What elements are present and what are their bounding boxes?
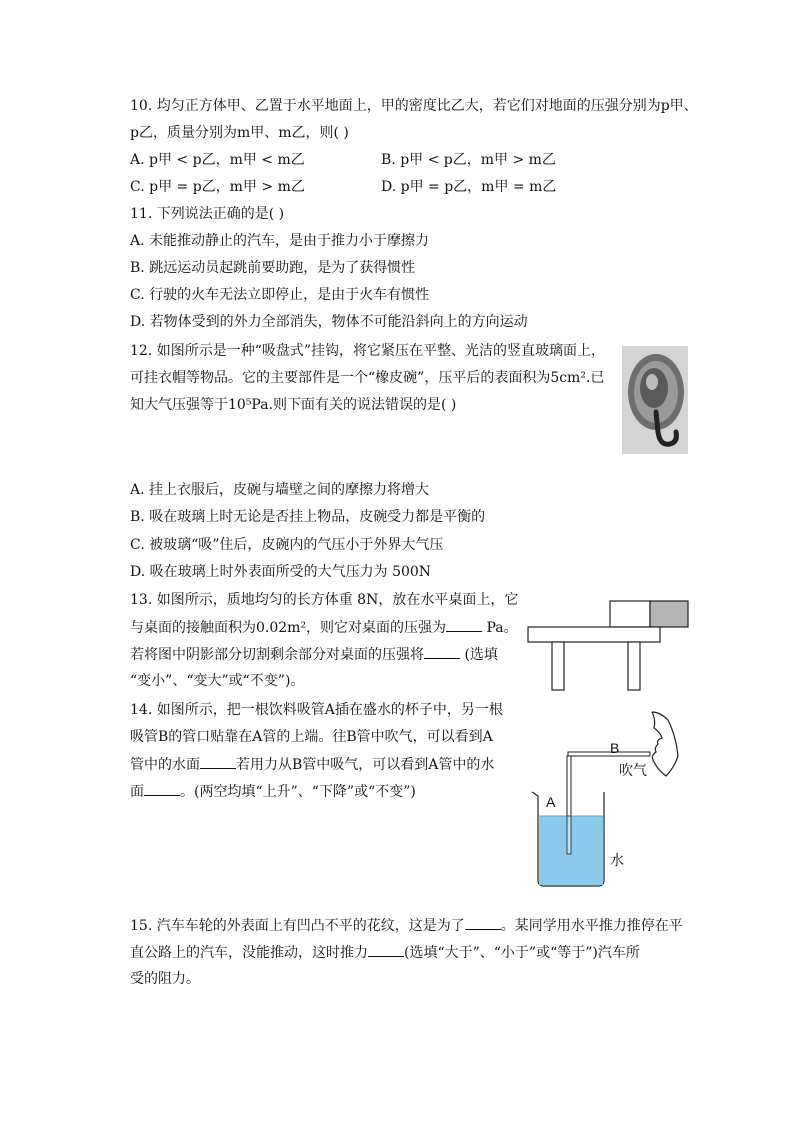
q14-line3-text-a: 管中的水面	[130, 757, 200, 773]
q12-stem-line1: 12. 如图所示是一种“吸盘式”挂钩，将它紧压在平整、光洁的竖直玻璃面上，	[130, 343, 606, 359]
label-straw-b: B	[610, 740, 620, 756]
q11-option-b: B. 跳远运动员起跳前要助跑，是为了获得惯性	[130, 260, 416, 276]
q15-blank-2[interactable]	[368, 942, 404, 957]
q13-line3-text-b: (选填	[460, 647, 498, 663]
q12-stem-line3: 知大气压强等于10⁵Pa.则下面有关的说法错误的是( )	[130, 397, 457, 413]
q15-line2-text-a: 直公路上的汽车，没能推动，这时推力	[130, 945, 368, 961]
q10-option-c: C. p甲 = p乙，m甲 > m乙	[130, 179, 305, 195]
q13-line3-text-a: 若将图中阴影部分切割剩余部分对桌面的压强将	[130, 647, 424, 663]
q15-stem-line2	[130, 942, 640, 963]
q14-stem-line3	[130, 754, 494, 775]
q13-line2-text-a: 与桌面的接触面积为0.02m²，则它对桌面的压强为	[130, 620, 447, 636]
q11-option-d: D. 若物体受到的外力全部消失，物体不可能沿斜向上的方向运动	[130, 314, 528, 330]
suction-hook-figure	[622, 346, 688, 454]
q13-line2-text-b: Pa。	[482, 620, 518, 636]
q14-blank-2[interactable]	[144, 781, 180, 796]
label-blow: 吹气	[619, 762, 647, 778]
q13-blank-1[interactable]	[446, 617, 482, 632]
q15-line2-text-b: (选填“大于”、“小于”或“等于”)汽车所	[404, 945, 640, 961]
q13-stem-line2	[130, 617, 518, 638]
label-water: 水	[610, 852, 624, 868]
q10-option-b: B. p甲 < p乙，m甲 > m乙	[381, 152, 556, 168]
q10-option-a: A. p甲 < p乙，m甲 < m乙	[130, 152, 305, 168]
q11-option-a: A. 未能推动静止的汽车，是由于推力小于摩擦力	[130, 233, 430, 249]
q12-option-a: A. 挂上衣服后，皮碗与墙壁之间的摩擦力将增大	[130, 482, 430, 498]
straw-beaker-figure	[526, 706, 692, 890]
q10-stem-line1: 10. 均匀正方体甲、乙置于水平地面上，甲的密度比乙大，若它们对地面的压强分别为p甲、	[130, 98, 698, 114]
q14-line3-text-b: 若用力从B管中吸气，可以看到A管中的水	[236, 757, 495, 773]
q11-option-c: C. 行驶的火车无法立即停止，是由于火车有惯性	[130, 287, 430, 303]
q12-stem-line2: 可挂衣帽等物品。它的主要部件是一个“橡皮碗”，压平后的表面积为5cm².已	[130, 370, 605, 386]
q15-blank-1[interactable]	[465, 915, 501, 930]
q13-stem-line1: 13. 如图所示，质地均匀的长方体重 8N，放在水平桌面上，它	[130, 592, 519, 608]
q13-stem-line3	[130, 644, 498, 665]
q13-stem-line4: “变小”、“变大”或“不变”)。	[130, 673, 305, 689]
q15-stem-line3: 受的阻力。	[130, 971, 200, 987]
q10-option-d: D. p甲 = p乙，m甲 = m乙	[381, 179, 557, 195]
q14-blank-1[interactable]	[200, 754, 236, 769]
q14-stem-line1: 14. 如图所示，把一根饮料吸管A插在盛水的杯子中，另一根	[130, 702, 503, 718]
table-block-figure	[526, 598, 692, 692]
table-block-illustration	[526, 598, 692, 692]
q14-stem-line4	[130, 781, 416, 802]
q15-line1-text-b: 。某同学用水平推力推停在平	[500, 918, 683, 934]
q13-blank-2[interactable]	[424, 644, 460, 659]
q14-line4-text-a: 面	[130, 784, 144, 800]
q14-stem-line2: 吸管B的管口贴靠在A管的上端。往B管中吹气，可以看到A	[130, 729, 493, 745]
q15-stem-line1	[130, 915, 683, 936]
label-straw-a: A	[546, 794, 556, 810]
suction-hook-illustration	[622, 346, 688, 454]
q15-line1-text-a: 15. 汽车车轮的外表面上有凹凸不平的花纹，这是为了	[130, 918, 465, 934]
q12-option-d: D. 吸在玻璃上时外表面所受的大气压力为 500N	[130, 564, 432, 580]
q14-line4-text-b: 。(两空均填“上升”、“下降”或“不变”)	[180, 784, 416, 800]
q12-option-c: C. 被玻璃“吸”住后，皮碗内的气压小于外界大气压	[130, 537, 444, 553]
q11-stem: 11. 下列说法正确的是( )	[130, 206, 285, 222]
q12-option-b: B. 吸在玻璃上时无论是否挂上物品，皮碗受力都是平衡的	[130, 509, 486, 525]
q10-stem-line2: p乙，质量分别为m甲、m乙，则( )	[130, 125, 349, 141]
